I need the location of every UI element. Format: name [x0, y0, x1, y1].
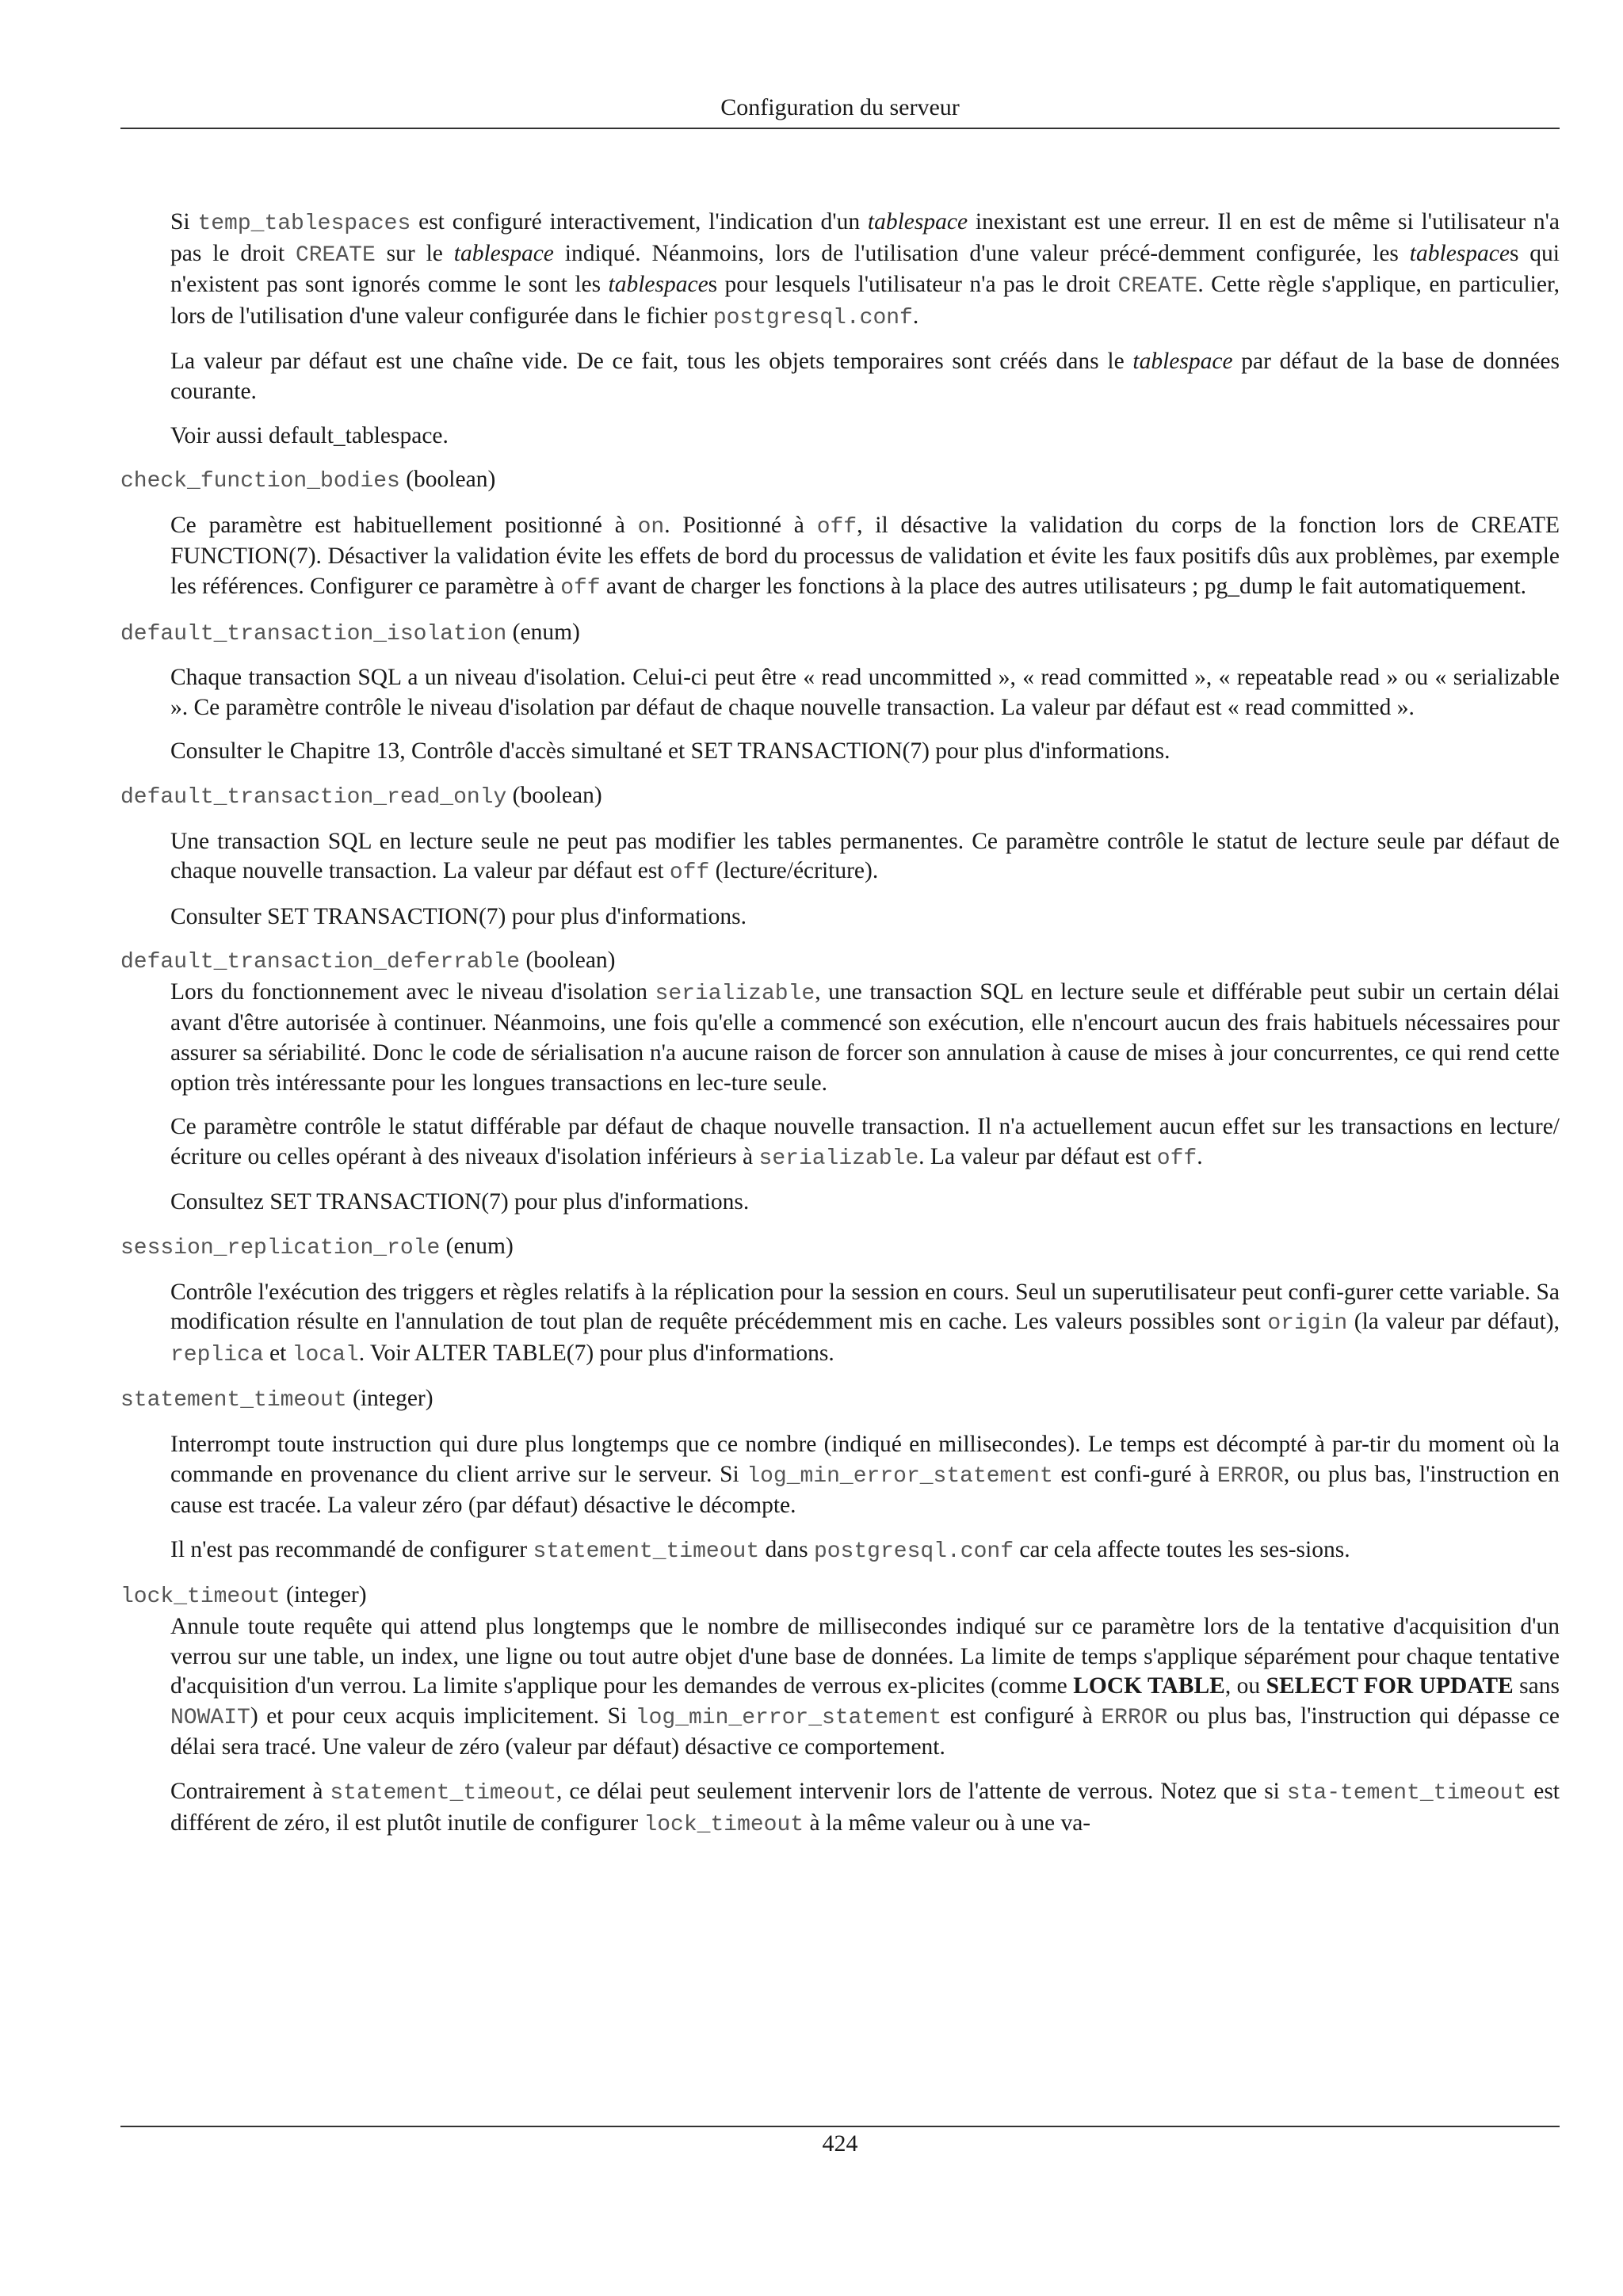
paragraph-statement-timeout: Interrompt toute instruction qui dure plus longtemps que ce nombre (indiqué en millisecondes). Le temps est décompté à par-tir du moment où la commande en provenance du client arrive sur le serveur. Si log_min_error_statement est confi-guré à ERROR, ou plus bas, l'instruction en cause est tracée. La valeur zéro (par défaut) désactive le décompte. [170, 1432, 1560, 1519]
term-lock-timeout: lock_timeout (integer) [120, 1582, 367, 1610]
paragraph-lock-timeout: Annule toute requête qui attend plus longtemps que le nombre de millisecondes indiqué sur ce paramètre lors de la tentative d'acquisition d'un verrou sur une table, un index, une ligne ou tout autre objet d'une base de données. La limite de temps s'applique séparément pour chaque tentative d'acquisition d'un verrou. La limite s'applique pour les demandes de verrous ex-plicites (comme LOCK TABLE, ou SELECT FOR UPDATE sans NOWAIT) et pour ceux acquis implicitement. Si log_min_error_statement est configuré à ERROR ou plus bas, l'instruction qui dépasse ce délai sera tracé. Une valeur de zéro (valeur par défaut) désactive ce comportement. [170, 1613, 1560, 1760]
paragraph-replication-role: Contrôle l'exécution des triggers et règles relatifs à la réplication pour la session en cours. Seul un superutilisateur peut confi-gurer cette variable. Sa modification résulte en l'annulation de tout plan de requête précédemment mis en cache. Les valeurs possibles sont origin (la valeur par défaut), replica et local. Voir ALTER TABLE(7) pour plus d'informations. [170, 1279, 1560, 1367]
paragraph-deferrable-see: Consultez SET TRANSACTION(7) pour plus d'informations. [170, 1189, 750, 1215]
paragraph-see-also: Voir aussi default_tablespace. [170, 422, 449, 448]
page-header: Configuration du serveur [720, 94, 960, 120]
paragraph-isolation-see: Consulter le Chapitre 13, Contrôle d'accès simultané et SET TRANSACTION(7) pour plus d'informations. [170, 738, 1170, 765]
footer-rule [120, 2126, 1560, 2127]
paragraph-read-only-see: Consulter SET TRANSACTION(7) pour plus d'informations. [170, 903, 747, 929]
term-statement-timeout: statement_timeout (integer) [120, 1386, 433, 1413]
paragraph-deferrable-default: Ce paramètre contrôle le statut différable par défaut de chaque nouvelle transaction. Il n'a actuellement aucun effet sur les transactions en lecture/écriture ou celles opérant à des niveaux d'isolation inférieurs à serializable. La valeur par défaut est off. [170, 1114, 1560, 1171]
paragraph-deferrable: Lors du fonctionnement avec le niveau d'isolation serializable, une transaction SQL en lecture seule et différable peut subir un certain délai avant d'être autorisée à continuer. Néanmoins, une fois qu'elle a commencé son exécution, elle n'encourt aucun des frais habituels nécessaires pour assurer sa sériabilité. Donc le code de sérialisation n'a aucune raison de forcer son annulation à cause de mises à jour concurrentes, ce qui rend cette option très intéressante pour les longues transactions en lec-ture seule. [170, 978, 1560, 1096]
header-rule [120, 128, 1560, 129]
term-default-transaction-isolation: default_transaction_isolation (enum) [120, 619, 580, 646]
paragraph-default-value: La valeur par défaut est une chaîne vide. De ce fait, tous les objets temporaires sont créés dans le tablespace par défaut de la base de données courante. [170, 349, 1560, 404]
term-default-transaction-read-only: default_transaction_read_only (boolean) [120, 782, 602, 810]
term-default-transaction-deferrable: default_transaction_deferrable (boolean) [120, 948, 616, 975]
paragraph-statement-timeout-note: Il n'est pas recommandé de configurer statement_timeout dans postgresql.conf car cela affecte toutes les ses-sions. [170, 1536, 1350, 1564]
paragraph-lock-timeout-note: Contrairement à statement_timeout, ce délai peut seulement intervenir lors de l'attente de verrous. Notez que si sta-tement_timeout est différent de zéro, il est plutôt inutile de configurer lock_timeout à la même valeur ou à une va- [170, 1778, 1560, 1837]
document-body [120, 208, 1560, 1854]
paragraph-read-only: Une transaction SQL en lecture seule ne peut pas modifier les tables permanentes. Ce paramètre contrôle le statut de lecture seule par défaut de chaque nouvelle transaction. La valeur par défaut est off (lecture/écriture). [170, 828, 1560, 886]
paragraph-temp-tablespaces: Si temp_tablespaces est configuré interactivement, l'indication d'un tablespace inexistant est une erreur. Il en est de même si l'utilisateur n'a pas le droit CREATE sur le tablespace indiqué. Néanmoins, lors de l'utilisation d'une valeur précé-demment configurée, les tablespaces qui n'existent pas sont ignorés comme le sont les tablespaces pour lesquels l'utilisateur n'a pas le droit CREATE. Cette règle s'applique, en particulier, lors de l'utilisation d'une valeur configurée dans le fichier postgresql.conf. [170, 209, 1560, 330]
page-number: 424 [822, 2130, 858, 2157]
paragraph-isolation: Chaque transaction SQL a un niveau d'isolation. Celui-ci peut être « read uncommitted », « read committed », « repeatable read » ou « serializable ». Ce paramètre contrôle le niveau d'isolation par défaut de chaque nouvelle transaction. La valeur par défaut est « read committed ». [170, 665, 1560, 720]
paragraph-check-function-bodies: Ce paramètre est habituellement positionné à on. Positionné à off, il désactive la validation du corps de la fonction lors de CREATE FUNCTION(7). Désactiver la validation évite les effets de bord du processus de validation et évite les faux positifs dûs aux problèmes, par exemple les références. Configurer ce paramètre à off avant de charger les fonctions à la place des autres utilisateurs ; pg_dump le fait automatiquement. [170, 512, 1560, 601]
term-check-function-bodies: check_function_bodies (boolean) [120, 467, 496, 494]
term-session-replication-role: session_replication_role (enum) [120, 1234, 514, 1261]
